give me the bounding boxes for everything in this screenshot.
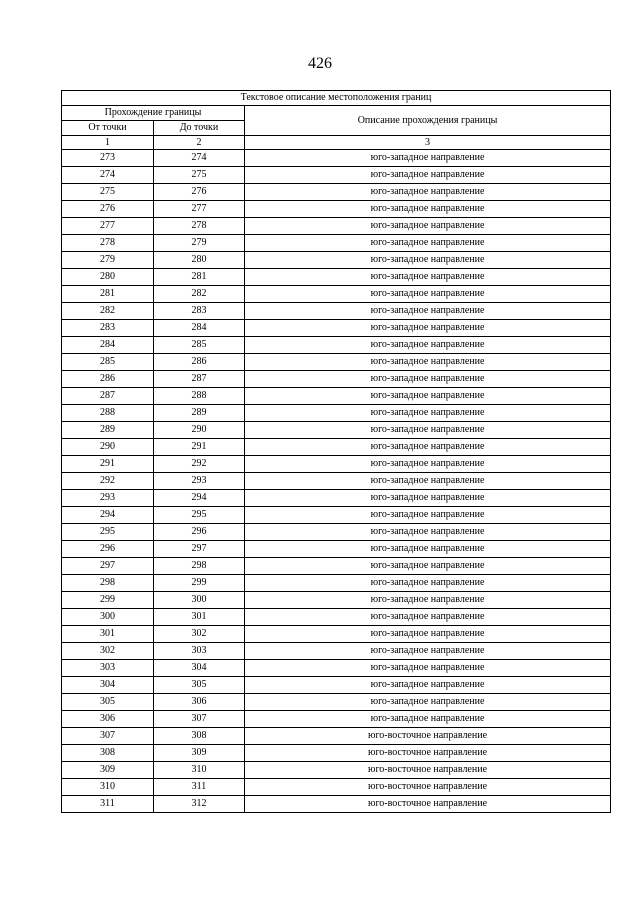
table-row <box>62 201 611 218</box>
table-row <box>62 779 611 796</box>
cell-description: юго-западное направление <box>245 694 611 711</box>
cell-from-point: 289 <box>62 422 154 439</box>
cell-from-point: 290 <box>62 439 154 456</box>
cell-description: юго-западное направление <box>245 575 611 592</box>
cell-from-point: 294 <box>62 507 154 524</box>
table-row <box>62 711 611 728</box>
cell-from-point: 279 <box>62 252 154 269</box>
cell-to-point: 282 <box>154 286 245 303</box>
cell-to-point: 299 <box>154 575 245 592</box>
table-row <box>62 405 611 422</box>
cell-to-point: 286 <box>154 354 245 371</box>
table-row <box>62 728 611 745</box>
cell-description: юго-западное направление <box>245 303 611 320</box>
cell-description: юго-западное направление <box>245 711 611 728</box>
cell-description: юго-западное направление <box>245 388 611 405</box>
cell-from-point: 295 <box>62 524 154 541</box>
table-row <box>62 609 611 626</box>
table-row <box>62 643 611 660</box>
table-header <box>62 91 611 150</box>
table-row <box>62 745 611 762</box>
table-row <box>62 269 611 286</box>
cell-to-point: 297 <box>154 541 245 558</box>
cell-to-point: 309 <box>154 745 245 762</box>
cell-from-point: 281 <box>62 286 154 303</box>
group-header: Прохождение границы <box>62 106 245 121</box>
cell-description: юго-восточное направление <box>245 796 611 813</box>
cell-description: юго-западное направление <box>245 626 611 643</box>
cell-from-point: 288 <box>62 405 154 422</box>
cell-from-point: 284 <box>62 337 154 354</box>
table-row <box>62 320 611 337</box>
cell-to-point: 302 <box>154 626 245 643</box>
cell-description: юго-западное направление <box>245 167 611 184</box>
cell-description: юго-западное направление <box>245 677 611 694</box>
table-row <box>62 286 611 303</box>
table-row <box>62 218 611 235</box>
column-number-3: 3 <box>245 136 611 150</box>
cell-description: юго-западное направление <box>245 422 611 439</box>
cell-from-point: 296 <box>62 541 154 558</box>
cell-description: юго-западное направление <box>245 439 611 456</box>
cell-to-point: 275 <box>154 167 245 184</box>
cell-from-point: 300 <box>62 609 154 626</box>
cell-description: юго-западное направление <box>245 320 611 337</box>
cell-to-point: 285 <box>154 337 245 354</box>
table-title: Текстовое описание местоположения границ <box>62 91 611 106</box>
cell-to-point: 298 <box>154 558 245 575</box>
cell-description: юго-западное направление <box>245 354 611 371</box>
cell-description: юго-западное направление <box>245 456 611 473</box>
cell-to-point: 294 <box>154 490 245 507</box>
cell-description: юго-западное направление <box>245 473 611 490</box>
cell-to-point: 311 <box>154 779 245 796</box>
table-row <box>62 660 611 677</box>
cell-from-point: 310 <box>62 779 154 796</box>
cell-description: юго-восточное направление <box>245 779 611 796</box>
cell-from-point: 309 <box>62 762 154 779</box>
cell-to-point: 279 <box>154 235 245 252</box>
cell-from-point: 291 <box>62 456 154 473</box>
cell-to-point: 288 <box>154 388 245 405</box>
cell-description: юго-западное направление <box>245 541 611 558</box>
cell-to-point: 277 <box>154 201 245 218</box>
table-row <box>62 439 611 456</box>
table-row <box>62 167 611 184</box>
cell-from-point: 299 <box>62 592 154 609</box>
cell-from-point: 293 <box>62 490 154 507</box>
column-header-to: До точки <box>154 121 245 136</box>
cell-to-point: 312 <box>154 796 245 813</box>
cell-description: юго-западное направление <box>245 269 611 286</box>
cell-to-point: 284 <box>154 320 245 337</box>
table-row <box>62 762 611 779</box>
cell-description: юго-западное направление <box>245 609 611 626</box>
cell-from-point: 298 <box>62 575 154 592</box>
cell-from-point: 285 <box>62 354 154 371</box>
cell-to-point: 308 <box>154 728 245 745</box>
table-row <box>62 524 611 541</box>
table-row <box>62 184 611 201</box>
table-row <box>62 337 611 354</box>
cell-from-point: 308 <box>62 745 154 762</box>
table-row <box>62 303 611 320</box>
cell-description: юго-западное направление <box>245 150 611 167</box>
table-row <box>62 490 611 507</box>
table-row <box>62 677 611 694</box>
cell-from-point: 277 <box>62 218 154 235</box>
cell-from-point: 286 <box>62 371 154 388</box>
cell-to-point: 292 <box>154 456 245 473</box>
cell-description: юго-восточное направление <box>245 762 611 779</box>
cell-description: юго-западное направление <box>245 405 611 422</box>
table-row <box>62 473 611 490</box>
cell-to-point: 296 <box>154 524 245 541</box>
cell-to-point: 305 <box>154 677 245 694</box>
table-row <box>62 541 611 558</box>
cell-description: юго-западное направление <box>245 337 611 354</box>
table-row <box>62 150 611 167</box>
cell-description: юго-восточное направление <box>245 745 611 762</box>
cell-to-point: 293 <box>154 473 245 490</box>
table-row <box>62 592 611 609</box>
cell-to-point: 303 <box>154 643 245 660</box>
cell-to-point: 281 <box>154 269 245 286</box>
cell-from-point: 280 <box>62 269 154 286</box>
cell-to-point: 276 <box>154 184 245 201</box>
cell-description: юго-западное направление <box>245 286 611 303</box>
cell-description: юго-западное направление <box>245 371 611 388</box>
cell-description: юго-западное направление <box>245 201 611 218</box>
table-row <box>62 252 611 269</box>
cell-from-point: 292 <box>62 473 154 490</box>
cell-description: юго-западное направление <box>245 490 611 507</box>
cell-from-point: 304 <box>62 677 154 694</box>
cell-from-point: 278 <box>62 235 154 252</box>
cell-description: юго-западное направление <box>245 218 611 235</box>
cell-from-point: 301 <box>62 626 154 643</box>
cell-to-point: 295 <box>154 507 245 524</box>
cell-to-point: 306 <box>154 694 245 711</box>
cell-description: юго-восточное направление <box>245 728 611 745</box>
cell-to-point: 280 <box>154 252 245 269</box>
cell-description: юго-западное направление <box>245 660 611 677</box>
table-row <box>62 456 611 473</box>
page-number: 426 <box>308 55 332 72</box>
cell-from-point: 306 <box>62 711 154 728</box>
table-row <box>62 575 611 592</box>
table-row <box>62 507 611 524</box>
cell-to-point: 301 <box>154 609 245 626</box>
cell-from-point: 305 <box>62 694 154 711</box>
cell-description: юго-западное направление <box>245 524 611 541</box>
cell-from-point: 276 <box>62 201 154 218</box>
cell-to-point: 310 <box>154 762 245 779</box>
cell-description: юго-западное направление <box>245 507 611 524</box>
cell-from-point: 307 <box>62 728 154 745</box>
cell-from-point: 282 <box>62 303 154 320</box>
cell-description: юго-западное направление <box>245 184 611 201</box>
table-row <box>62 388 611 405</box>
cell-to-point: 289 <box>154 405 245 422</box>
cell-from-point: 275 <box>62 184 154 201</box>
cell-from-point: 273 <box>62 150 154 167</box>
cell-description: юго-западное направление <box>245 558 611 575</box>
table-row <box>62 694 611 711</box>
cell-description: юго-западное направление <box>245 252 611 269</box>
cell-to-point: 291 <box>154 439 245 456</box>
cell-from-point: 303 <box>62 660 154 677</box>
cell-from-point: 302 <box>62 643 154 660</box>
table-body <box>62 150 611 813</box>
table-row <box>62 235 611 252</box>
table-row <box>62 626 611 643</box>
column-header-from: От точки <box>62 121 154 136</box>
cell-to-point: 278 <box>154 218 245 235</box>
table-row <box>62 558 611 575</box>
cell-description: юго-западное направление <box>245 235 611 252</box>
cell-description: юго-западное направление <box>245 643 611 660</box>
cell-from-point: 287 <box>62 388 154 405</box>
table-row <box>62 796 611 813</box>
table-row <box>62 422 611 439</box>
cell-to-point: 300 <box>154 592 245 609</box>
cell-to-point: 287 <box>154 371 245 388</box>
cell-from-point: 274 <box>62 167 154 184</box>
cell-to-point: 304 <box>154 660 245 677</box>
cell-to-point: 307 <box>154 711 245 728</box>
cell-from-point: 283 <box>62 320 154 337</box>
cell-description: юго-западное направление <box>245 592 611 609</box>
cell-from-point: 311 <box>62 796 154 813</box>
boundary-table <box>61 90 611 813</box>
table-row <box>62 354 611 371</box>
column-header-description: Описание прохождения границы <box>245 106 611 136</box>
cell-to-point: 283 <box>154 303 245 320</box>
table-row <box>62 371 611 388</box>
column-number-2: 2 <box>154 136 245 150</box>
cell-to-point: 290 <box>154 422 245 439</box>
column-number-1: 1 <box>62 136 154 150</box>
cell-from-point: 297 <box>62 558 154 575</box>
cell-to-point: 274 <box>154 150 245 167</box>
